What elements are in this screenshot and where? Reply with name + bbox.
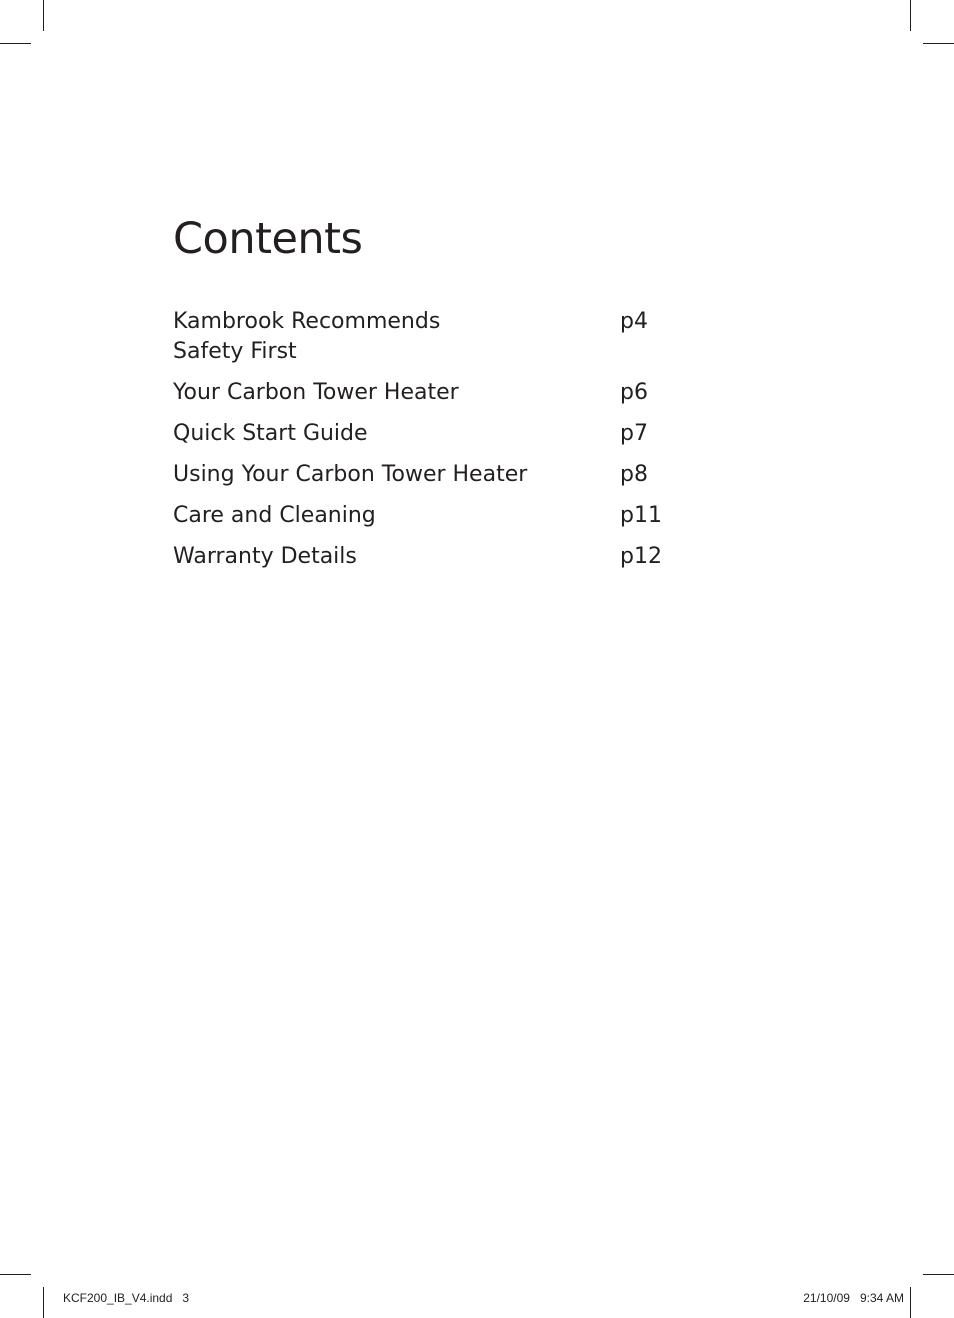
page-title: Contents	[173, 214, 363, 264]
toc-entry-label: Your Carbon Tower Heater	[173, 380, 459, 405]
print-slug-filename: KCF200_IB_V4.indd 3	[63, 1291, 190, 1305]
crop-mark-bottom-right-vertical	[910, 1287, 911, 1318]
toc-entry-your-carbon-tower-heater	[173, 378, 693, 408]
toc-entry-page: p8	[620, 462, 648, 487]
crop-mark-top-right-vertical	[910, 0, 911, 31]
crop-mark-bottom-left-vertical	[43, 1287, 44, 1318]
toc-entry-page: p7	[620, 421, 648, 446]
toc-entry-page: p6	[620, 380, 648, 405]
toc-entry-care-and-cleaning	[173, 501, 693, 531]
toc-entry-label: Kambrook Recommends Safety First	[173, 309, 441, 364]
toc-entry-page: p12	[620, 544, 662, 569]
crop-mark-bottom-right-horizontal	[923, 1274, 954, 1275]
toc-entry-label: Using Your Carbon Tower Heater	[173, 462, 528, 487]
print-slug-timestamp: 21/10/09 9:34 AM	[803, 1291, 904, 1305]
crop-mark-top-left-vertical	[43, 0, 44, 31]
toc-entry-label: Warranty Details	[173, 544, 357, 569]
crop-mark-bottom-left-horizontal	[0, 1274, 31, 1275]
crop-mark-top-right-horizontal	[923, 43, 954, 44]
toc-entry-quick-start-guide	[173, 419, 693, 449]
crop-mark-top-left-horizontal	[0, 43, 31, 44]
toc-entry-label: Quick Start Guide	[173, 421, 368, 446]
toc-entry-using-your-carbon-tower-heater	[173, 460, 693, 490]
toc-entry-warranty-details	[173, 542, 693, 572]
toc-entry-page: p11	[620, 503, 662, 528]
toc-entry-label: Care and Cleaning	[173, 503, 376, 528]
table-of-contents	[173, 307, 693, 583]
toc-entry-kambrook-recommends	[173, 307, 693, 367]
toc-entry-page: p4	[620, 309, 648, 334]
